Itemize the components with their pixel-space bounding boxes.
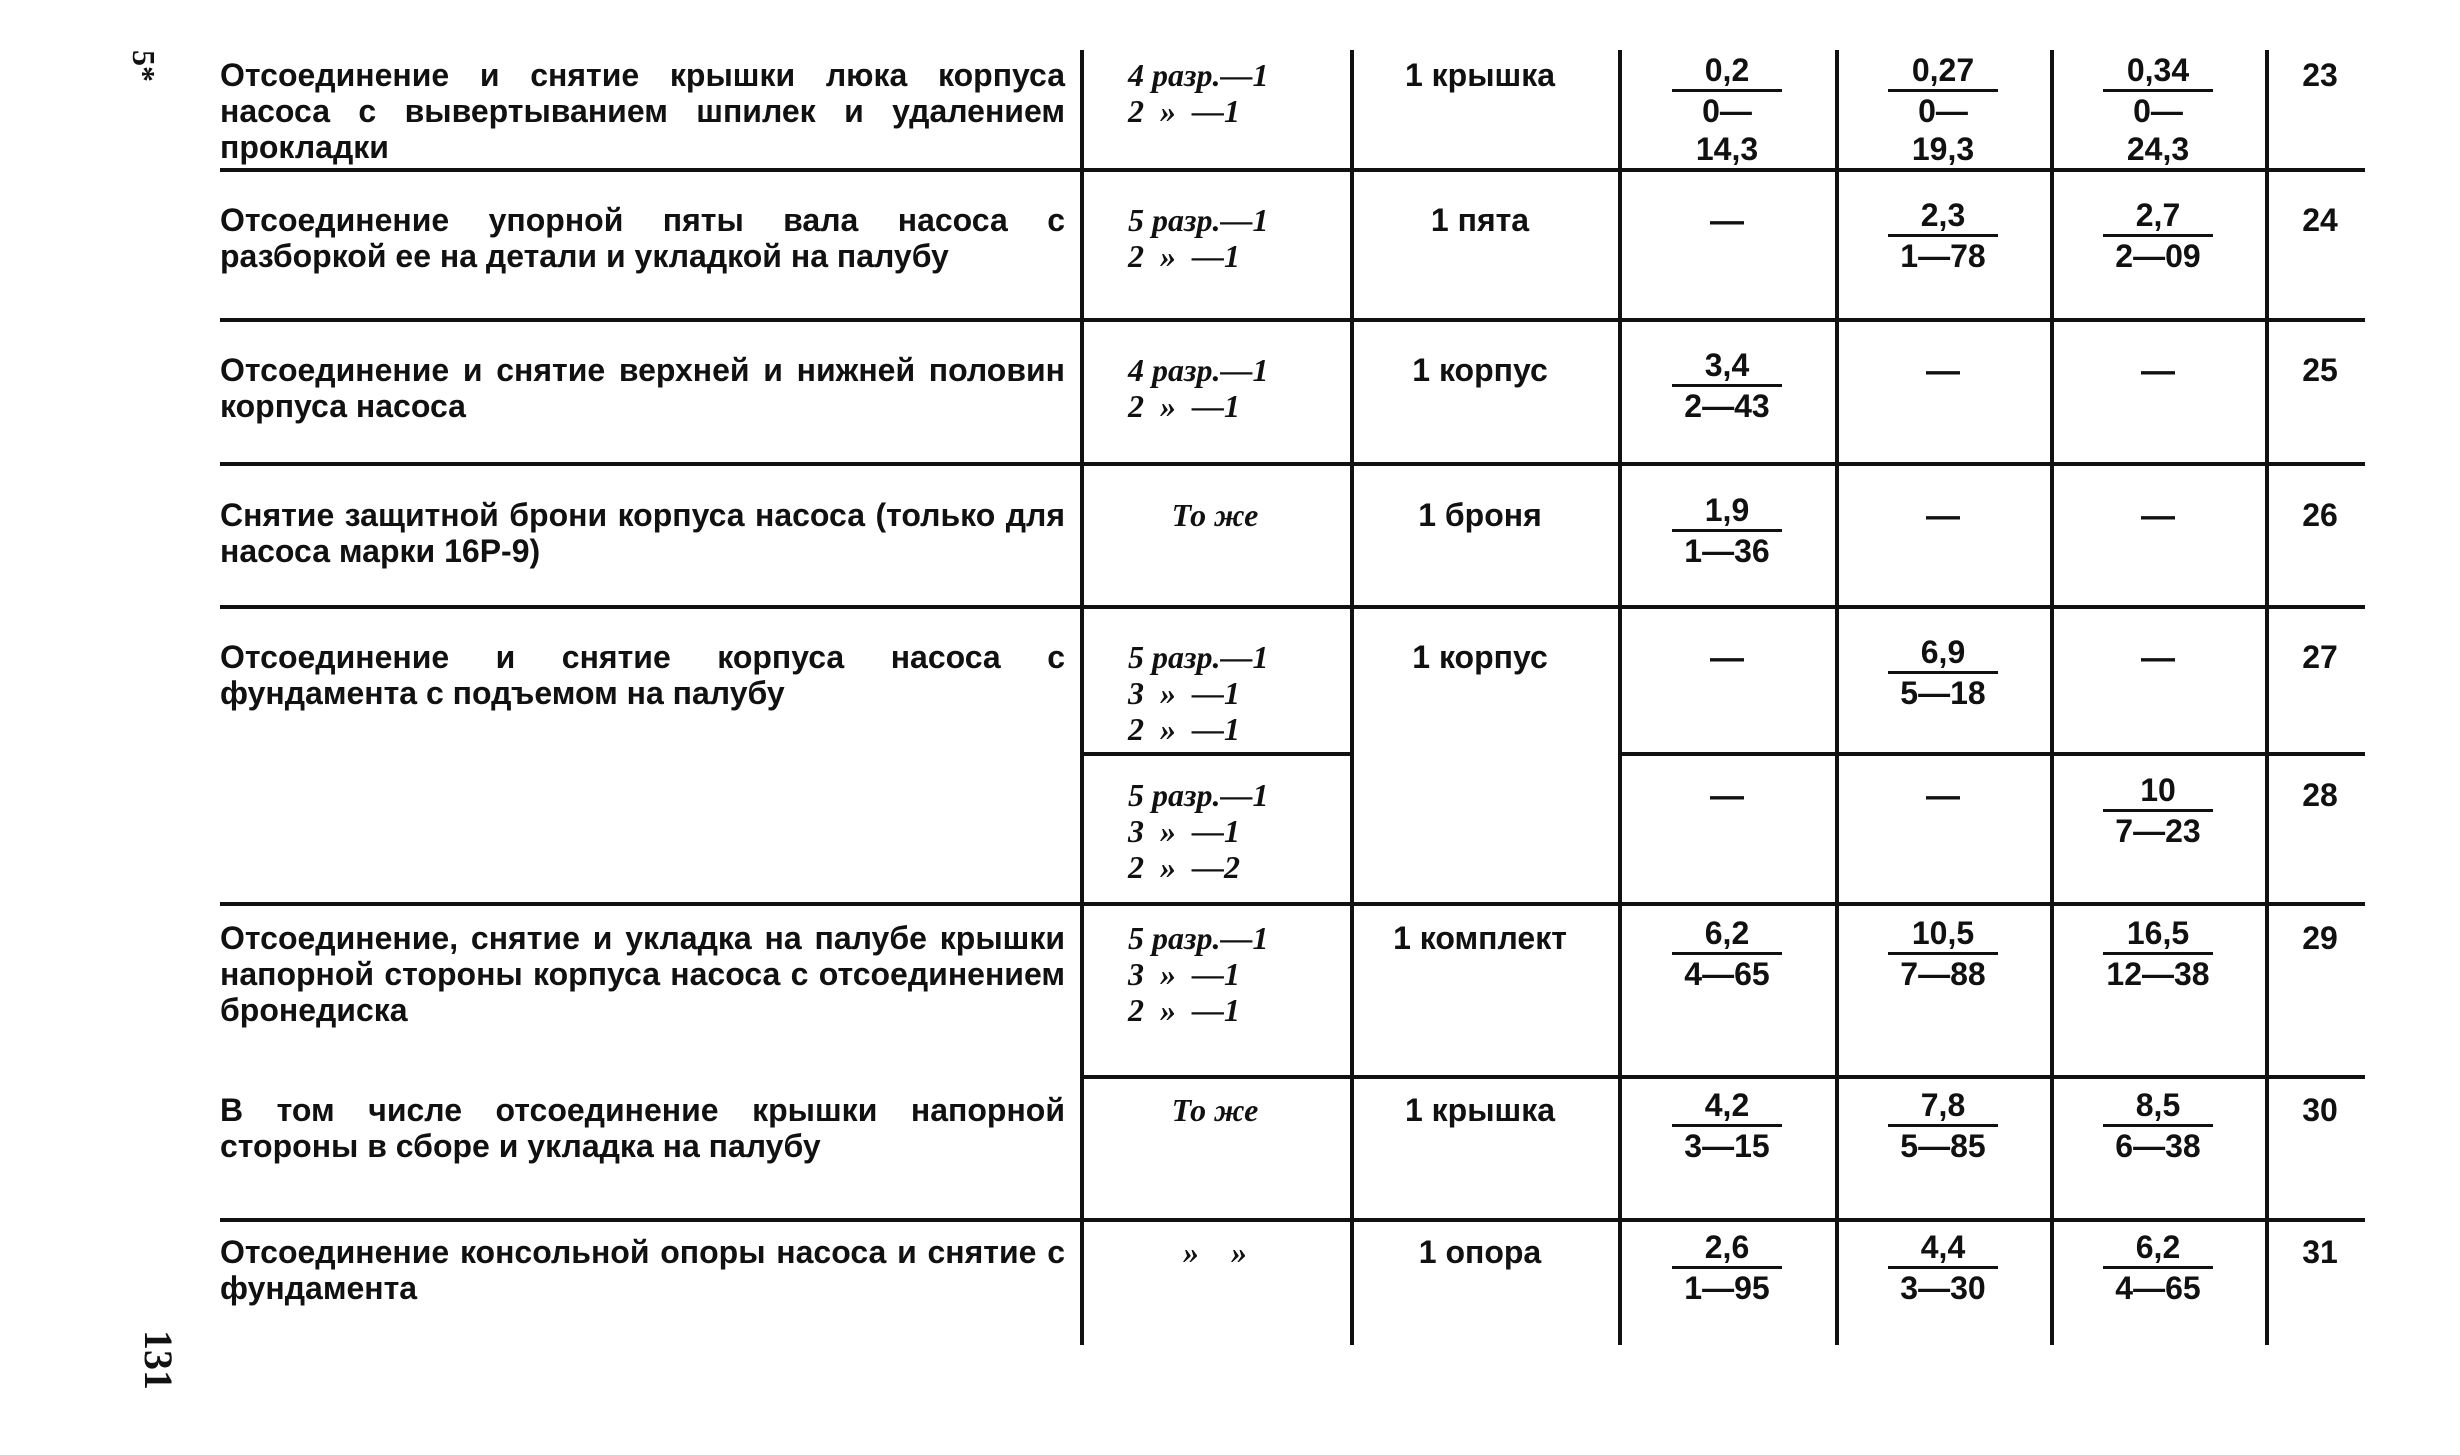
measure-unit: 1 пята xyxy=(1430,202,1530,238)
time-norm-value: 4,4 xyxy=(1920,1229,1966,1265)
measure-unit: 1 броня xyxy=(1418,497,1542,533)
operation-description: Отсоединение и снятие верхней и нижней половин корпуса насоса xyxy=(220,352,1065,424)
row-number: 29 xyxy=(2302,920,2338,956)
row-divider xyxy=(220,605,2365,609)
norm-fraction xyxy=(2068,1086,2248,1165)
crew-composition: 2 » —1 xyxy=(1128,711,1240,747)
crew-composition: 2 » —1 xyxy=(1128,93,1240,129)
empty-value: — xyxy=(1926,352,1960,390)
crew-composition: 5 разр.—1 xyxy=(1128,920,1269,956)
price-value: 12—38 xyxy=(2103,952,2213,993)
empty-value: — xyxy=(1710,202,1744,240)
operation-description: Отсоединение и снятие крышки люка корпуса насоса с вывертыванием шпилек и удалением прокладки xyxy=(220,57,1065,165)
time-norm-value: 3,4 xyxy=(1704,347,1750,383)
norm-fraction xyxy=(1637,1086,1817,1165)
price-value: 0—19,3 xyxy=(1888,89,1998,168)
norm-fraction xyxy=(2068,196,2248,275)
price-value: 0—24,3 xyxy=(2103,89,2213,168)
time-norm-value: 0,27 xyxy=(1911,52,1975,88)
time-norm-value: 6,9 xyxy=(1920,634,1966,670)
empty-value: — xyxy=(1710,777,1744,815)
norm-fraction xyxy=(2068,914,2248,993)
row-divider xyxy=(220,168,2365,172)
crew-composition: 2 » —2 xyxy=(1128,849,1240,885)
time-norm-value: 10,5 xyxy=(1911,915,1975,951)
norm-fraction xyxy=(2068,1228,2248,1307)
column-divider xyxy=(1618,50,1622,1345)
operation-description: Отсоединение и снятие корпуса насоса с фундамента с подъемом на палубу xyxy=(220,639,1065,711)
empty-value: — xyxy=(2141,352,2175,390)
price-value: 1—95 xyxy=(1672,1266,1782,1307)
crew-composition: 3 » —1 xyxy=(1128,956,1240,992)
column-divider xyxy=(1080,50,1084,1345)
price-value: 5—85 xyxy=(1888,1124,1998,1165)
price-value: 1—36 xyxy=(1672,529,1782,570)
norm-fraction xyxy=(1637,346,1817,425)
time-norm-value: 0,34 xyxy=(2126,52,2190,88)
price-value: 0—14,3 xyxy=(1672,89,1782,168)
norm-fraction xyxy=(1853,914,2033,993)
page-number: 131 xyxy=(136,1330,181,1390)
time-norm-value: 6,2 xyxy=(1704,915,1750,951)
row-number: 24 xyxy=(2302,202,2338,238)
price-value: 3—15 xyxy=(1672,1124,1782,1165)
crew-composition: 2 » —1 xyxy=(1128,992,1240,1028)
row-divider xyxy=(220,462,2365,466)
row-divider xyxy=(220,1218,2365,1222)
row-number: 28 xyxy=(2302,777,2338,813)
measure-unit: 1 комплект xyxy=(1393,920,1567,956)
corner-mark: 5* xyxy=(126,50,162,82)
time-norm-value: 8,5 xyxy=(2135,1087,2181,1123)
time-norm-value: 10 xyxy=(2140,772,2176,808)
row-number: 25 xyxy=(2302,352,2338,388)
price-value: 7—23 xyxy=(2103,809,2213,850)
crew-composition: 2 » —1 xyxy=(1128,388,1240,424)
norm-fraction xyxy=(1637,1228,1817,1307)
empty-value: — xyxy=(2141,497,2175,535)
measure-unit: 1 корпус xyxy=(1412,639,1548,675)
crew-composition: » » xyxy=(1183,1234,1247,1270)
row-divider xyxy=(220,902,2365,906)
norm-fraction xyxy=(1853,1228,2033,1307)
row-divider xyxy=(1620,752,2365,756)
column-divider xyxy=(2050,50,2054,1345)
crew-composition: То же xyxy=(1171,1092,1259,1128)
norm-fraction xyxy=(1853,1086,2033,1165)
time-norm-value: 2,3 xyxy=(1920,197,1966,233)
price-value: 2—09 xyxy=(2103,234,2213,275)
empty-value: — xyxy=(1710,639,1744,677)
price-value: 2—43 xyxy=(1672,384,1782,425)
time-norm-value: 16,5 xyxy=(2126,915,2190,951)
measure-unit: 1 опора xyxy=(1418,1234,1542,1270)
row-number: 23 xyxy=(2302,57,2338,93)
time-norm-value: 4,2 xyxy=(1704,1087,1750,1123)
norm-fraction xyxy=(1853,51,2033,168)
norm-fraction xyxy=(2068,771,2248,850)
crew-composition: 5 разр.—1 xyxy=(1128,202,1269,238)
price-value: 1—78 xyxy=(1888,234,1998,275)
crew-composition: 3 » —1 xyxy=(1128,675,1240,711)
time-norm-value: 0,2 xyxy=(1704,52,1750,88)
crew-composition: 5 разр.—1 xyxy=(1128,639,1269,675)
price-value: 7—88 xyxy=(1888,952,1998,993)
measure-unit: 1 корпус xyxy=(1412,352,1548,388)
crew-composition: То же xyxy=(1171,497,1259,533)
price-value: 4—65 xyxy=(1672,952,1782,993)
operation-description: Отсоединение, снятие и укладка на палубе крышки напорной стороны корпуса насоса с отсоединением бронедиска xyxy=(220,920,1065,1028)
norm-fraction xyxy=(2068,51,2248,168)
operation-description: Отсоединение упорной пяты вала насоса с разборкой ее на детали и укладкой на палубу xyxy=(220,202,1065,274)
column-divider xyxy=(2265,50,2269,1345)
operation-description: В том числе отсоединение крышки напорной стороны в сборе и укладка на палубу xyxy=(220,1092,1065,1164)
norm-fraction xyxy=(1637,491,1817,570)
norm-fraction xyxy=(1853,196,2033,275)
measure-unit: 1 крышка xyxy=(1404,1092,1556,1128)
measure-unit: 1 крышка xyxy=(1404,57,1556,93)
time-norm-value: 2,6 xyxy=(1704,1229,1750,1265)
crew-composition: 3 » —1 xyxy=(1128,813,1240,849)
price-value: 5—18 xyxy=(1888,671,1998,712)
row-number: 31 xyxy=(2302,1234,2338,1270)
time-norm-value: 7,8 xyxy=(1920,1087,1966,1123)
column-divider xyxy=(1835,50,1839,1345)
empty-value: — xyxy=(2141,639,2175,677)
crew-composition: 4 разр.—1 xyxy=(1128,352,1269,388)
operation-description: Снятие защитной брони корпуса насоса (только для насоса марки 16Р-9) xyxy=(220,497,1065,569)
price-value: 6—38 xyxy=(2103,1124,2213,1165)
price-value: 4—65 xyxy=(2103,1266,2213,1307)
time-norm-value: 2,7 xyxy=(2135,197,2181,233)
row-divider xyxy=(220,318,2365,322)
crew-composition: 4 разр.—1 xyxy=(1128,57,1269,93)
price-value: 3—30 xyxy=(1888,1266,1998,1307)
crew-composition: 2 » —1 xyxy=(1128,238,1240,274)
time-norm-value: 1,9 xyxy=(1704,492,1750,528)
operation-description: Отсоединение консольной опоры насоса и снятие с фундамента xyxy=(220,1234,1065,1306)
row-number: 30 xyxy=(2302,1092,2338,1128)
time-norm-value: 6,2 xyxy=(2135,1229,2181,1265)
norm-fraction xyxy=(1853,633,2033,712)
crew-composition: 5 разр.—1 xyxy=(1128,777,1269,813)
empty-value: — xyxy=(1926,497,1960,535)
row-number: 26 xyxy=(2302,497,2338,533)
row-divider xyxy=(1080,752,1350,756)
row-divider xyxy=(1080,1075,2365,1079)
empty-value: — xyxy=(1926,777,1960,815)
norm-fraction xyxy=(1637,51,1817,168)
norm-fraction xyxy=(1637,914,1817,993)
row-number: 27 xyxy=(2302,639,2338,675)
